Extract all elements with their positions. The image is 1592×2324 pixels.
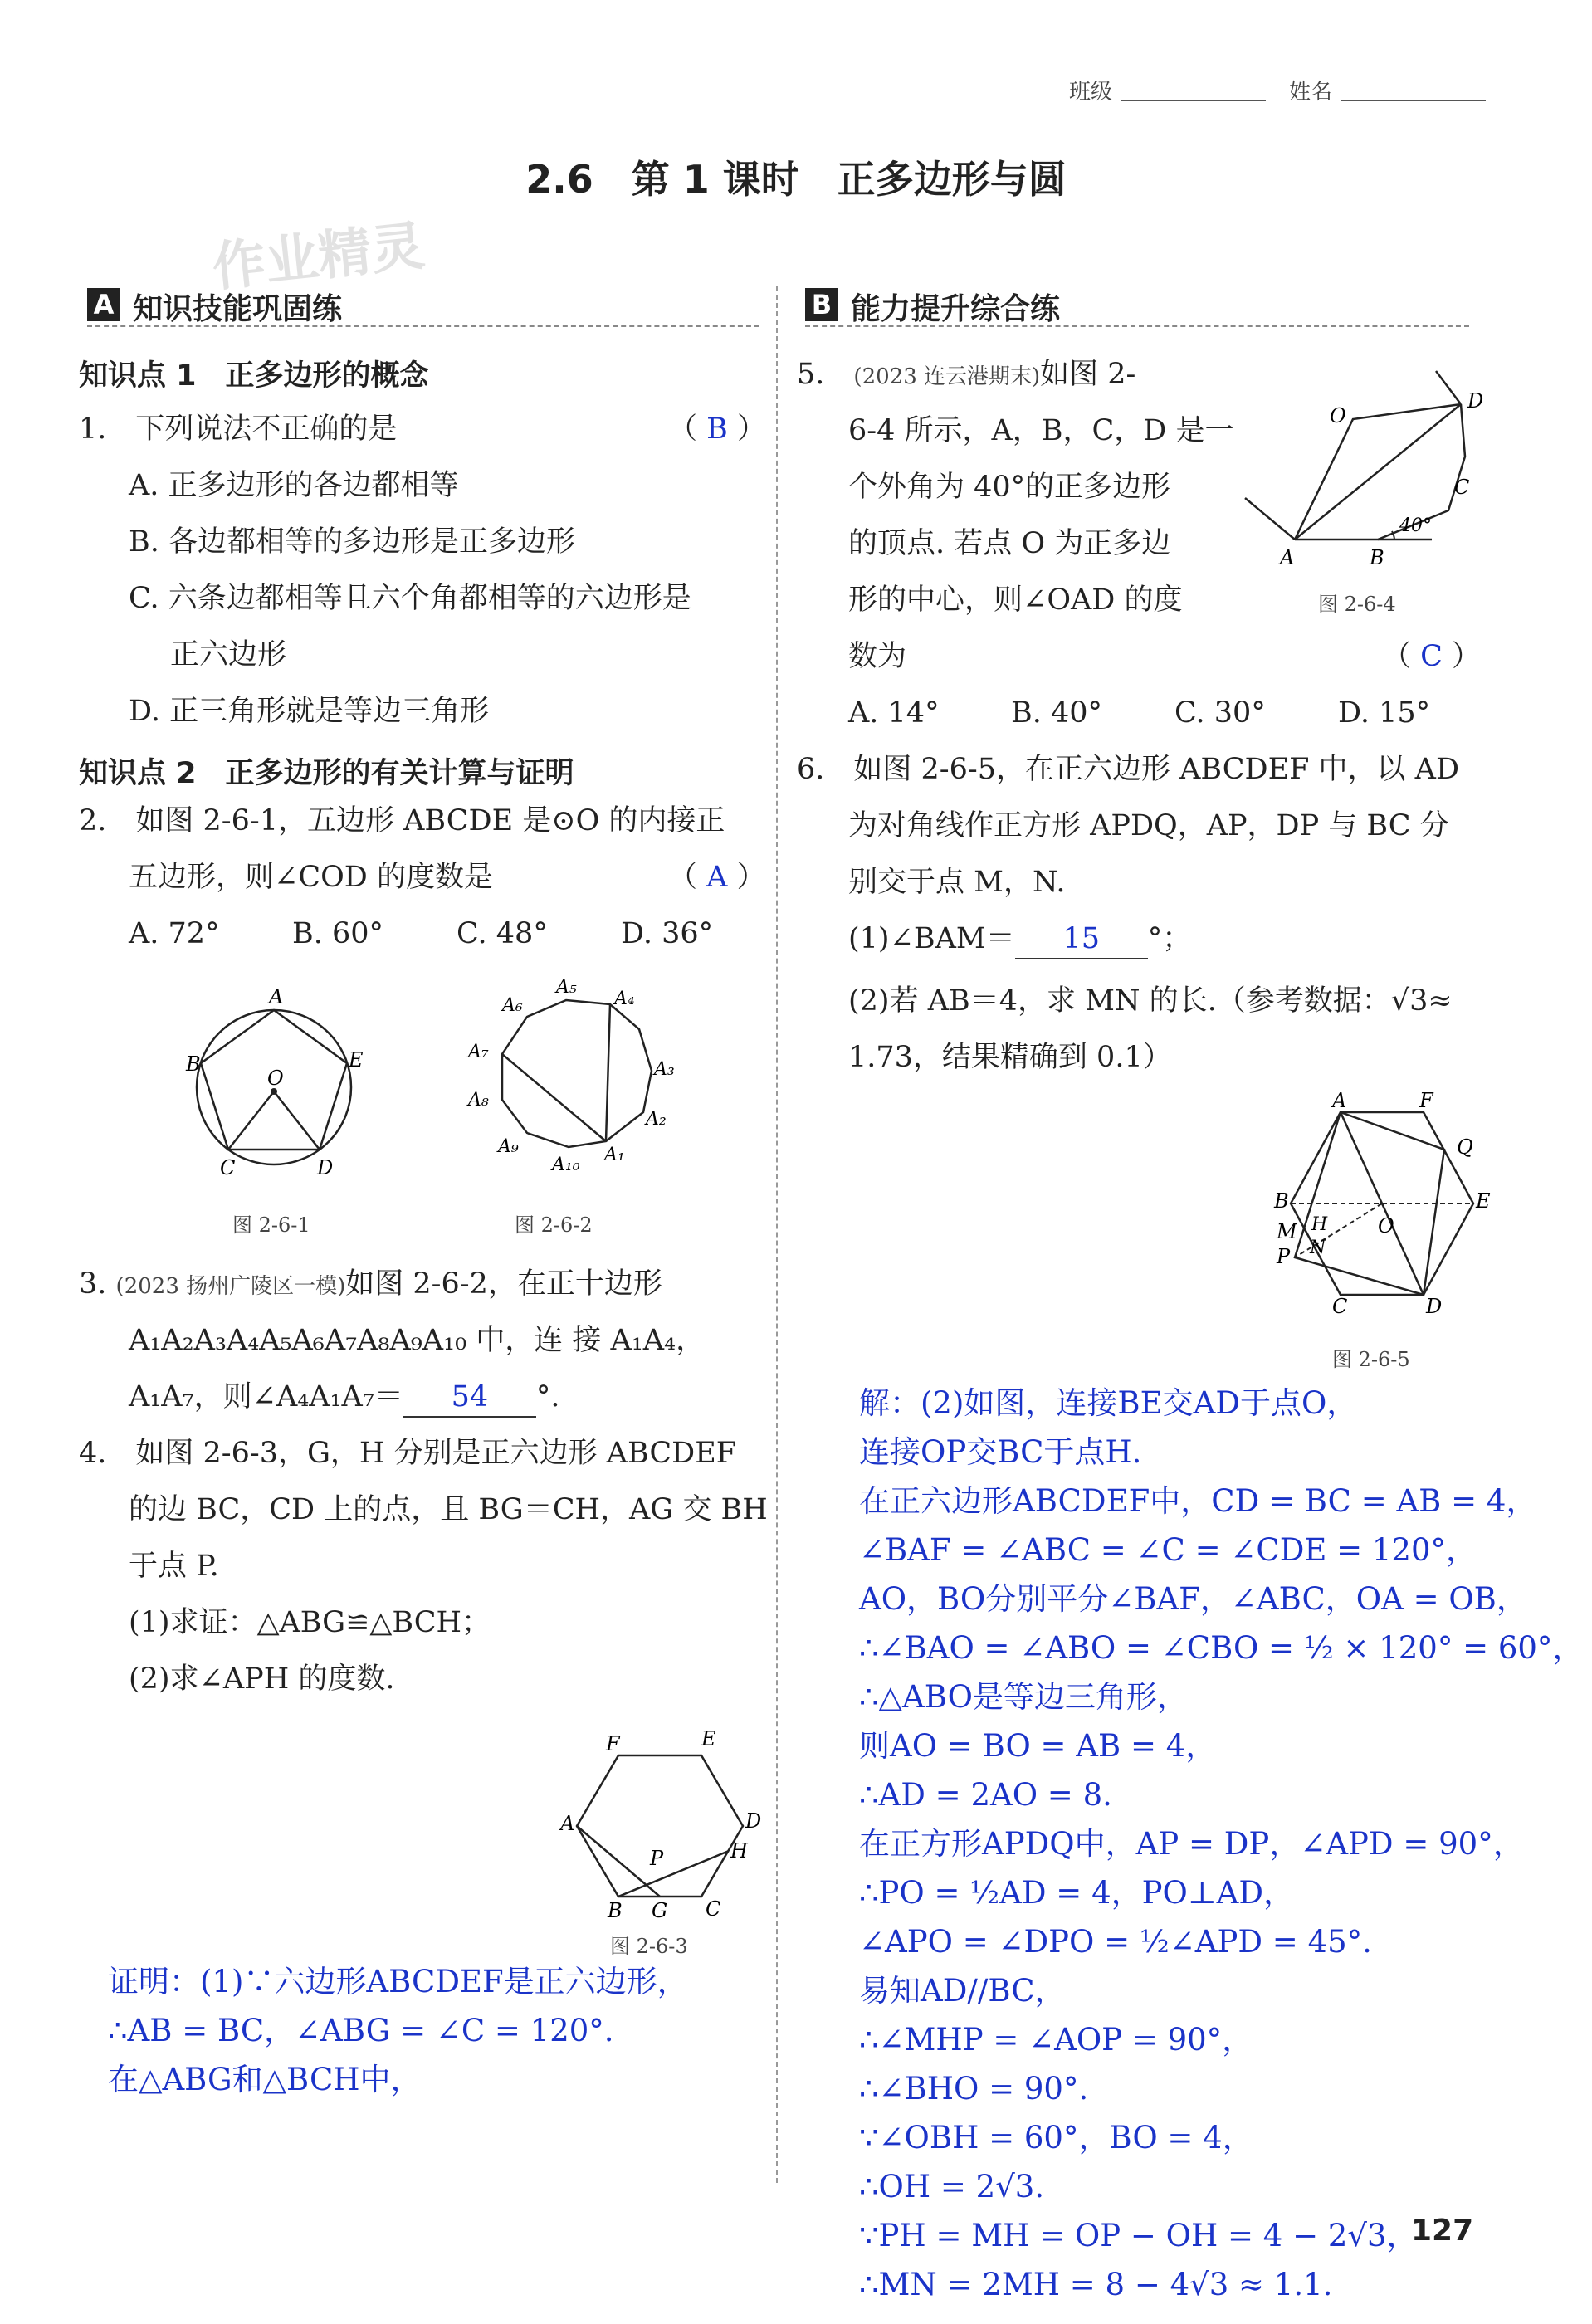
q6-solution-line8: 则AO = BO = AB = 4， [859, 1728, 1217, 1764]
fig5-label-a: A [1332, 1089, 1347, 1112]
fig5-label-n: N [1310, 1238, 1326, 1258]
fig4-label-c: C [1454, 476, 1470, 499]
q5-line1: 5. (2023 连云港期末)如图 2- [797, 358, 1136, 391]
q2-line1: 2. 如图 2-6-1，五边形 ABCDE 是⊙O 的内接正 [79, 804, 725, 837]
q4-line3: 于点 P. [129, 1550, 219, 1583]
q1-stem: 1. 下列说法不正确的是 [79, 413, 398, 446]
fig2-label-a7: A₇ [468, 1042, 489, 1062]
fig1-label-c: C [220, 1156, 236, 1179]
q6-answer-blank[interactable]: 15 [1015, 920, 1148, 959]
q6-solution-line14: ∴∠MHP = ∠AOP = 90°， [859, 2022, 1253, 2058]
q2-option-b: B. 60° [292, 917, 384, 950]
fig4-label-a: A [1280, 546, 1295, 569]
name-blank[interactable] [1341, 100, 1486, 101]
fig1-label-b: B [186, 1052, 201, 1076]
fig2-label-a9: A₉ [498, 1136, 519, 1157]
figure-2-6-2 [457, 971, 675, 1195]
fig5-label-d: D [1426, 1295, 1443, 1318]
q6-solution-line5: AO，BO分别平分∠BAF，∠ABC，OA = OB， [859, 1581, 1527, 1617]
q5-option-d: D. 15° [1338, 696, 1431, 730]
q5-source: (2023 连云港期末) [853, 364, 1041, 389]
q2-line2: 五边形，则∠COD 的度数是 [129, 861, 493, 894]
fig262-caption: 图 2-6-2 [515, 1213, 593, 1237]
q1-option-a: A. 正多边形的各边都相等 [129, 469, 459, 502]
fig3-label-c: C [706, 1897, 721, 1921]
q6-solution-line6: ∴∠BAO = ∠ABO = ∠CBO = ½ × 120° = 60°， [859, 1630, 1584, 1666]
q1-option-c: C. 六条边都相等且六个角都相等的六边形是 [129, 582, 691, 615]
q6-solution-line11: ∴PO = ½AD = 4，PO⊥AD， [859, 1875, 1295, 1911]
q2-option-a: A. 72° [129, 917, 220, 950]
q3-answer-blank[interactable]: 54 [403, 1378, 536, 1418]
fig5-label-q: Q [1457, 1135, 1473, 1159]
figure-2-6-3 [560, 1722, 772, 1922]
fig3-label-f: F [606, 1732, 620, 1755]
q6-solution-line3: 在正六边形ABCDEF中，CD = BC = AB = 4， [859, 1483, 1537, 1519]
fig3-label-e: E [701, 1727, 716, 1750]
knowledge-point-2: 知识点 2 正多边形的有关计算与证明 [79, 757, 574, 790]
fig3-label-g: G [652, 1899, 668, 1922]
fig1-label-e: E [349, 1048, 364, 1072]
figure-2-6-4 [1237, 353, 1502, 569]
fig2-label-a1: A₁ [604, 1145, 625, 1165]
fig3-label-d: D [745, 1809, 762, 1833]
fig2-label-a4: A₄ [614, 989, 635, 1009]
q6-solution-line15: ∴∠BHO = 90°. [859, 2071, 1089, 2107]
q6-line3: 别交于点 M，N. [848, 866, 1066, 899]
fig2-label-a8: A₈ [468, 1090, 489, 1111]
q6-solution-line1: 解：(2)如图，连接BE交AD于点O， [859, 1385, 1358, 1421]
section-b-rule [805, 325, 1469, 327]
fig264-caption: 图 2-6-4 [1318, 593, 1396, 616]
section-b-badge: B [805, 288, 838, 321]
fig2-label-a3: A₃ [654, 1059, 675, 1080]
q4-solution-line2: ∴AB = BC，∠ABG = ∠C = 120°. [108, 2013, 614, 2048]
fig2-label-a10: A₁₀ [552, 1155, 580, 1175]
section-a-title: 知识技能巩固练 [133, 292, 343, 326]
q1-option-d: D. 正三角形就是等边三角形 [129, 695, 490, 728]
q4-solution-line1: 证明：(1)∵六边形ABCDEF是正六边形， [108, 1964, 688, 1999]
q5-line2: 6-4 所示，A，B，C，D 是一 [848, 414, 1234, 447]
q3-source: (2023 扬州广陵区一模) [115, 1274, 346, 1299]
fig5-label-p: P [1277, 1245, 1291, 1268]
fig2-label-a6: A₆ [502, 995, 523, 1016]
q4-line2: 的边 BC，CD 上的点，且 BG＝CH，AG 交 BH [129, 1493, 768, 1526]
q6-solution-line7: ∴△ABO是等边三角形， [859, 1679, 1188, 1715]
q5-answer-bracket: （ C ） [1382, 640, 1482, 673]
fig5-label-m: M [1277, 1220, 1297, 1243]
q2-answer: A [706, 861, 728, 894]
fig5-label-h: H [1311, 1214, 1328, 1235]
fig3-label-p: P [650, 1847, 664, 1870]
fig5-label-b: B [1274, 1189, 1289, 1213]
q2-option-d: D. 36° [621, 917, 714, 950]
fig2-label-a5: A₅ [556, 977, 577, 998]
q6-solution-line12: ∠APO = ∠DPO = ½∠APD = 45°. [859, 1924, 1372, 1960]
q1-option-c-cont: 正六边形 [170, 638, 287, 671]
q1-answer-bracket: （ B ） [668, 413, 767, 446]
q3-line3: A₁A₇，则∠A₄A₁A₇＝ 54 °. [129, 1378, 560, 1418]
class-label: 班级 [1069, 80, 1113, 105]
section-a-rule [87, 325, 759, 327]
name-label: 姓名 [1289, 80, 1333, 105]
fig4-label-b: B [1370, 546, 1384, 569]
q2-answer-bracket: （ A ） [668, 861, 766, 894]
fig5-label-e: E [1476, 1189, 1491, 1213]
q1-answer: B [706, 413, 728, 446]
fig4-label-d: D [1467, 389, 1484, 413]
fig4-label-angle: 40° [1399, 515, 1432, 536]
q5-option-b: B. 40° [1011, 696, 1103, 730]
q6-solution-line19: ∴MN = 2MH = 8 − 4√3 ≈ 1.1. [859, 2267, 1333, 2302]
q6-line2: 为对角线作正方形 APDQ，AP，DP 与 BC 分 [848, 809, 1449, 842]
q5-line3: 个外角为 40°的正多边形 [848, 471, 1171, 504]
q6-solution-line9: ∴AD = 2AO = 8. [859, 1777, 1112, 1813]
q6-solution-line17: ∴OH = 2√3. [859, 2169, 1045, 2204]
fig2-label-a2: A₂ [646, 1109, 667, 1130]
fig3-label-h: H [730, 1839, 748, 1863]
q4-solution-line3: 在△ABG和△BCH中， [108, 2062, 422, 2097]
q6-solution-line16: ∵∠OBH = 60°，BO = 4， [859, 2120, 1253, 2156]
q6-line1: 6. 如图 2-6-5，在正六边形 ABCDEF 中，以 AD [797, 753, 1460, 786]
fig265-caption: 图 2-6-5 [1332, 1348, 1410, 1371]
q3-line1: 3. (2023 扬州广陵区一模)如图 2-6-2，在正十边形 [79, 1267, 662, 1301]
fig1-label-a: A [269, 985, 284, 1008]
q5-line5: 形的中心，则∠OAD 的度 [848, 583, 1183, 617]
page-number: 127 [1411, 2214, 1474, 2248]
figure-2-6-5 [1253, 1087, 1511, 1336]
fig5-label-o: O [1378, 1214, 1394, 1238]
fig1-label-d: D [317, 1156, 334, 1179]
q6-solution-line18: ∵PH = MH = OP − OH = 4 − 2√3， [859, 2218, 1418, 2253]
q2-option-c: C. 48° [457, 917, 548, 950]
q6-solution-line2: 连接OP交BC于点H. [859, 1434, 1142, 1470]
q4-line1: 4. 如图 2-6-3，G，H 分别是正六边形 ABCDEF [79, 1437, 737, 1470]
column-divider [776, 286, 778, 2183]
fig1-label-o: O [267, 1067, 284, 1090]
q5-line4: 的顶点. 若点 O 为正多边 [848, 527, 1171, 560]
q4-part1: (1)求证：△ABG≌△BCH； [129, 1606, 491, 1639]
watermark: 作业精灵 [209, 215, 427, 300]
fig3-label-a: A [560, 1812, 575, 1835]
q6-part2-line2: 1.73，结果精确到 0.1） [848, 1041, 1172, 1074]
fig263-caption: 图 2-6-3 [610, 1935, 688, 1958]
q6-solution-line10: 在正方形APDQ中，AP = DP，∠APD = 90°， [859, 1826, 1524, 1862]
q6-solution-line13: 易知AD//BC， [859, 1973, 1066, 2009]
fig5-label-c: C [1332, 1295, 1348, 1318]
q6-part2-line1: (2)若 AB＝4，求 MN 的长.（参考数据：√3≈ [848, 984, 1453, 1018]
q4-part2: (2)求∠APH 的度数. [129, 1662, 395, 1696]
section-a-badge: A [87, 288, 120, 321]
fig5-label-f: F [1419, 1089, 1433, 1112]
page-title: 2.6 第 1 课时 正多边形与圆 [525, 157, 1067, 202]
q5-option-a: A. 14° [848, 696, 940, 730]
q6-solution-line4: ∠BAF = ∠ABC = ∠C = ∠CDE = 120°， [859, 1532, 1477, 1568]
q5-option-c: C. 30° [1174, 696, 1266, 730]
q1-option-b: B. 各边都相等的多边形是正多边形 [129, 525, 575, 559]
fig3-label-b: B [608, 1899, 623, 1922]
q3-line2: A₁A₂A₃A₄A₅A₆A₇A₈A₉A₁₀ 中，连 接 A₁A₄， [129, 1324, 706, 1357]
q5-answer: C [1420, 640, 1443, 673]
knowledge-point-1: 知识点 1 正多边形的概念 [79, 359, 429, 393]
fig261-caption: 图 2-6-1 [232, 1213, 310, 1237]
q5-line6: 数为 [848, 640, 907, 673]
q6-part1: (1)∠BAM＝ 15 °； [848, 920, 1191, 959]
section-b-title: 能力提升综合练 [851, 292, 1061, 326]
figure-2-6-1 [174, 984, 382, 1187]
class-blank[interactable] [1121, 100, 1266, 101]
fig4-label-o: O [1330, 404, 1346, 427]
